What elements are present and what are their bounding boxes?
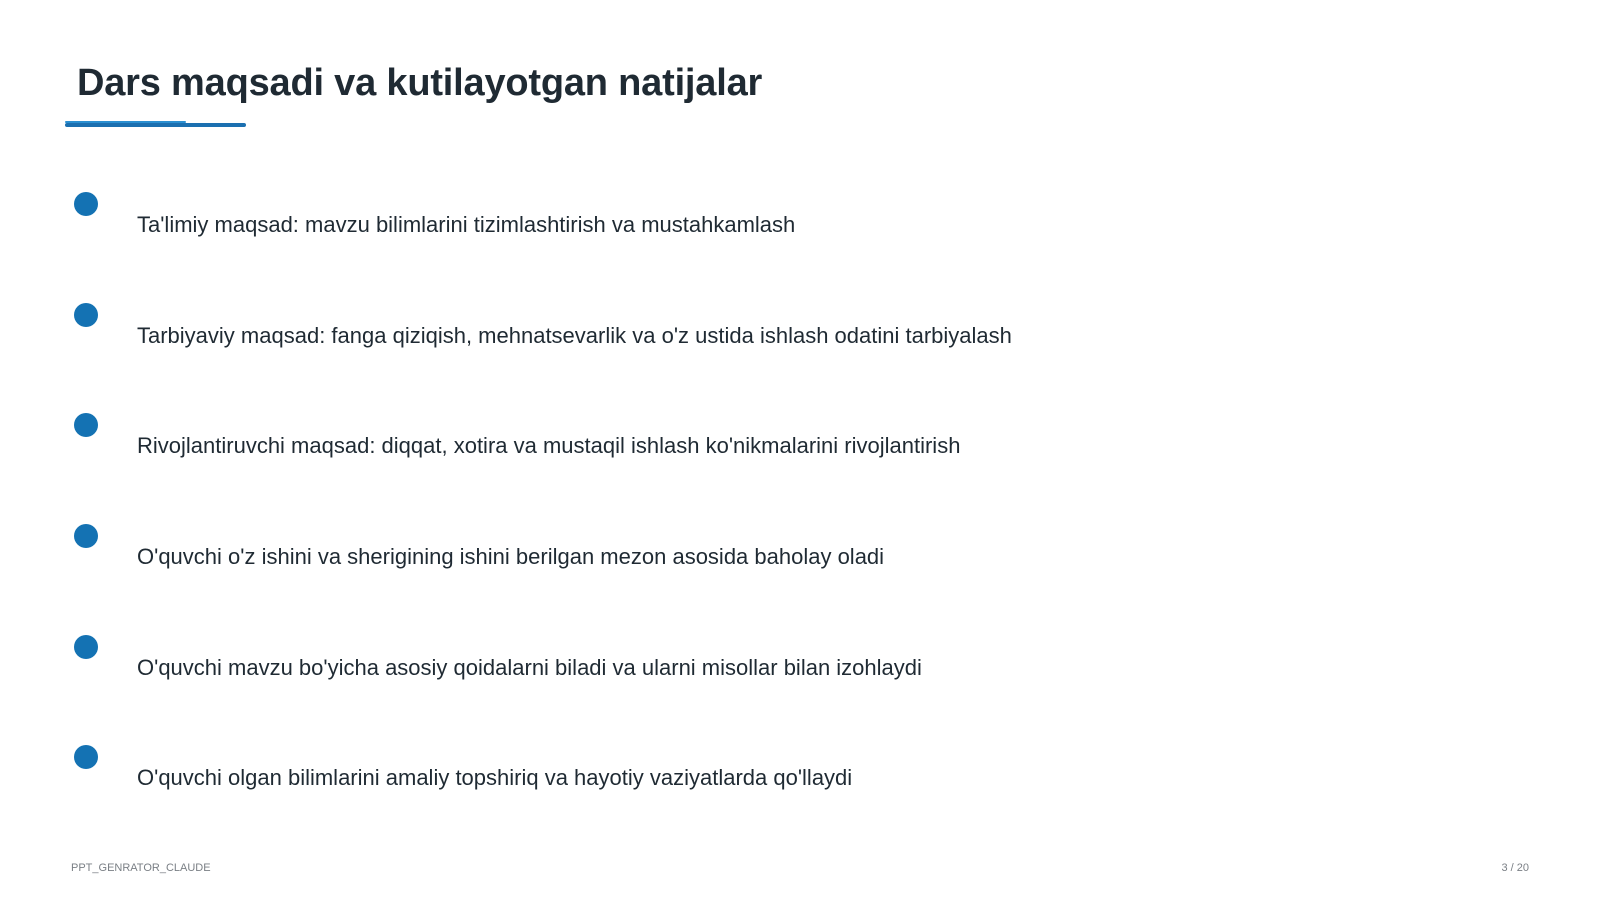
bullet-text: Rivojlantiruvchi maqsad: diqqat, xotira va mustaqil ishlash ko'nikmalarini rivojlantirish xyxy=(137,433,961,458)
bullet-dot-icon xyxy=(74,635,98,659)
bullet-dot-icon xyxy=(74,303,98,327)
bullet-text: O'quvchi o'z ishini va sherigining ishini berilgan mezon asosida baholay oladi xyxy=(137,544,885,569)
list-item xyxy=(0,745,1600,805)
list-item xyxy=(0,413,1600,473)
list-item xyxy=(0,635,1600,695)
footer-brand: PPT_GENRATOR_CLAUDE xyxy=(71,862,211,874)
bullet-dot-icon xyxy=(74,524,98,548)
bullet-text: O'quvchi mavzu bo'yicha asosiy qoidalarni biladi va ularni misollar bilan izohlaydi xyxy=(137,655,922,680)
page-indicator: 3 / 20 xyxy=(1501,862,1529,874)
bullet-dot-icon xyxy=(74,192,98,216)
bullet-text: Ta'limiy maqsad: mavzu bilimlarini tizimlashtirish va mustahkamlash xyxy=(137,212,796,237)
list-item xyxy=(0,192,1600,252)
list-item xyxy=(0,524,1600,584)
slide-title: Dars maqsadi va kutilayotgan natijalar xyxy=(77,62,763,104)
list-item xyxy=(0,303,1600,363)
bullet-text: Tarbiyaviy maqsad: fanga qiziqish, mehnatsevarlik va o'z ustida ishlash odatini tarbiyalash xyxy=(137,323,1012,348)
bullet-dot-icon xyxy=(74,413,98,437)
bullet-dot-icon xyxy=(74,745,98,769)
bullet-text: O'quvchi olgan bilimlarini amaliy topshiriq va hayotiy vaziyatlarda qo'llaydi xyxy=(137,765,853,790)
